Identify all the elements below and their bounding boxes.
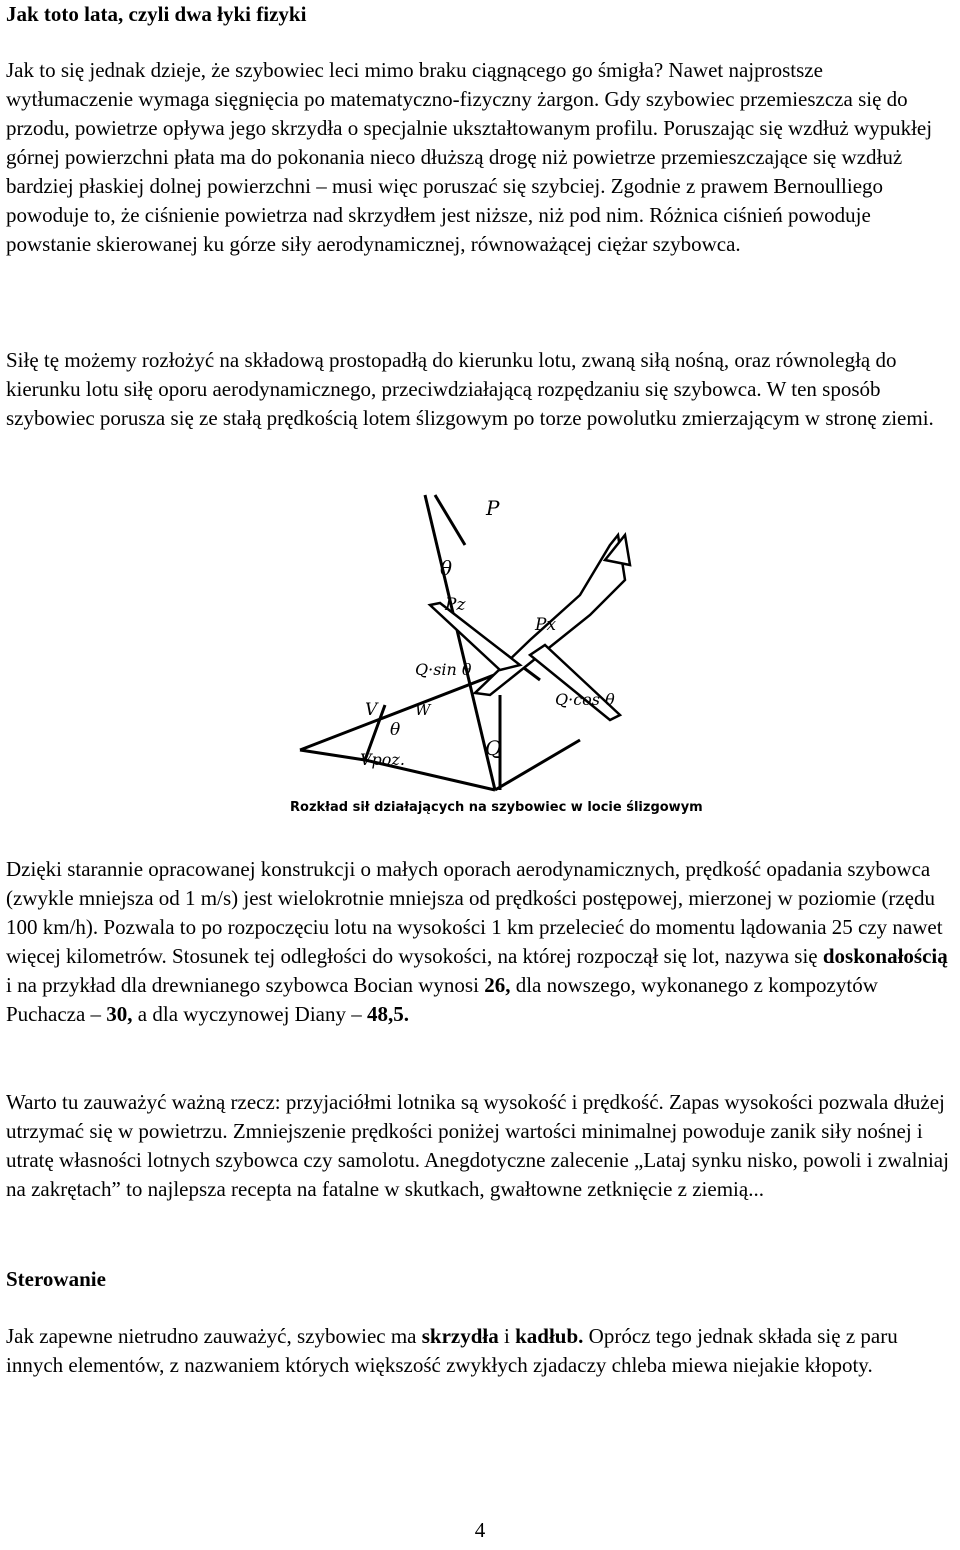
theta-top-line (435, 495, 465, 545)
section-heading-sterowanie: Sterowanie (6, 1267, 106, 1291)
paragraph-bernoulli: Jak to się jednak dzieje, że szybowiec leci mimo braku ciągnącego go śmigła? Nawet najprostsze wytłumaczenie wymaga sięgnięcia po matematyczno-fizyczny żargon. Gdy szybowiec przemieszcza się do przodu, powietrze opływa jego skrzydła o specjalnie ukształtowanym profilu. Poruszając się wzdłuż wypukłej górnej powierzchni płata ma do pokonania nieco dłuższą drogę niż powietrze przemieszczające się wzdłuż bardziej płaskiej dolnej powierzchni – musi więc poruszać się szybciej. Zgodnie z prawem Bernoulliego powoduje to, że ciśnienie powietrza nad skrzydłem jest niższe, niż pod nim. Różnica ciśnień powoduje powstanie skierowanej ku górze siły aerodynamicznej, równoważącej ciężar szybowca. (6, 58, 933, 256)
label-W: W (415, 701, 431, 719)
bold-term-skrzydla: skrzydła (421, 1324, 499, 1348)
paragraph-forces: Siłę tę możemy rozłożyć na składową prostopadłą do kierunku lotu, zwaną siłą nośną, oraz równoległą do kierunku lotu siłę oporu aerodynamicznego, przeciwdziałającą rozpędzaniu się szybowca. W ten sposób szybowiec porusza się ze stałą prędkością lotem ślizgowym po torze powolutku zmierzającym w stronę ziemi. (6, 348, 934, 430)
bold-term-doskonalosc: doskonałością (822, 944, 948, 968)
label-Q-sin: Q·sin θ (415, 660, 472, 679)
page-number: 4 (474, 1518, 486, 1542)
vpoz-line (300, 750, 365, 760)
label-P: P (486, 496, 500, 520)
paragraph-steering (6, 1322, 952, 1380)
paragraph-glide-ratio (6, 855, 952, 1029)
paragraph-height-speed: Warto tu zauważyć ważną rzecz: przyjaciółmi lotnika są wysokość i prędkość. Zapas wysokości pozwala dłużej utrzymać się w powietrzu. Zmniejszenie prędkości poniżej wartości minimalnej powoduje zanik siły nośnej i utratę własności lotnych szybowca czy samolotu. Anegdotyczne zalecenie „Lataj synku nisko, powoli i zwalniaj na zakrętach” to najlepsza recepta na fatalne w skutkach, gwałtowne zetknięcie z ziemią... (6, 1090, 949, 1201)
text-span: Oprócz tego jednak składa się z paru innych elementów, z nazwaniem których większość zwykłych zjadaczy chleba miewa niejakie kłopoty. (6, 1324, 898, 1377)
label-theta-v: θ (390, 720, 401, 740)
bold-value-puchacz: 30, (106, 1002, 133, 1026)
q-cos-line (495, 740, 580, 790)
text-span: i na przykład dla drewnianego szybowca Bocian wynosi (6, 973, 485, 997)
text-span: Jak zapewne nietrudno zauważyć, szybowiec ma (6, 1324, 422, 1348)
label-Px: Px (535, 615, 557, 635)
text-span: Dzięki starannie opracowanej konstrukcji o małych oporach aerodynamicznych, prędkość opadania szybowca (zwykle mniejsza od 1 m/s) jest wielokrotnie mniejsza od prędkości postępowej, mierzonej w poziomie (rzędu 100 km/h). Pozwala to po rozpoczęciu lotu na wysokości 1 km przelecieć do momentu lądowania 25 czy nawet więcej kilometrów. Stosunek tej odległości do wysokości, na której rozpoczął się lot, nazywa się (6, 857, 943, 968)
text-span: i (498, 1324, 516, 1348)
label-Vpoz: Vpoz. (360, 750, 405, 769)
text-span: a dla wyczynowej Diany – (132, 1002, 367, 1026)
label-V: V (365, 700, 378, 720)
figure-caption: Rozkład sił działających na szybowiec w locie ślizgowym (290, 800, 703, 815)
label-Q: Q (485, 736, 502, 760)
section-heading-physics: Jak toto lata, czyli dwa łyki fizyki (6, 2, 307, 26)
bold-term-kadlub: kadłub. (515, 1324, 584, 1348)
glider-forces-diagram (290, 465, 710, 830)
label-theta-top: θ (440, 556, 453, 580)
label-Q-cos: Q·cos θ (555, 690, 615, 709)
bold-value-bocian: 26, (484, 973, 511, 997)
bold-value-diana: 48,5. (366, 1002, 409, 1026)
text-span: dla nowszego, wykonanego z kompozytów Puchacza – (6, 973, 878, 1026)
label-Pz: Pz (445, 595, 466, 615)
